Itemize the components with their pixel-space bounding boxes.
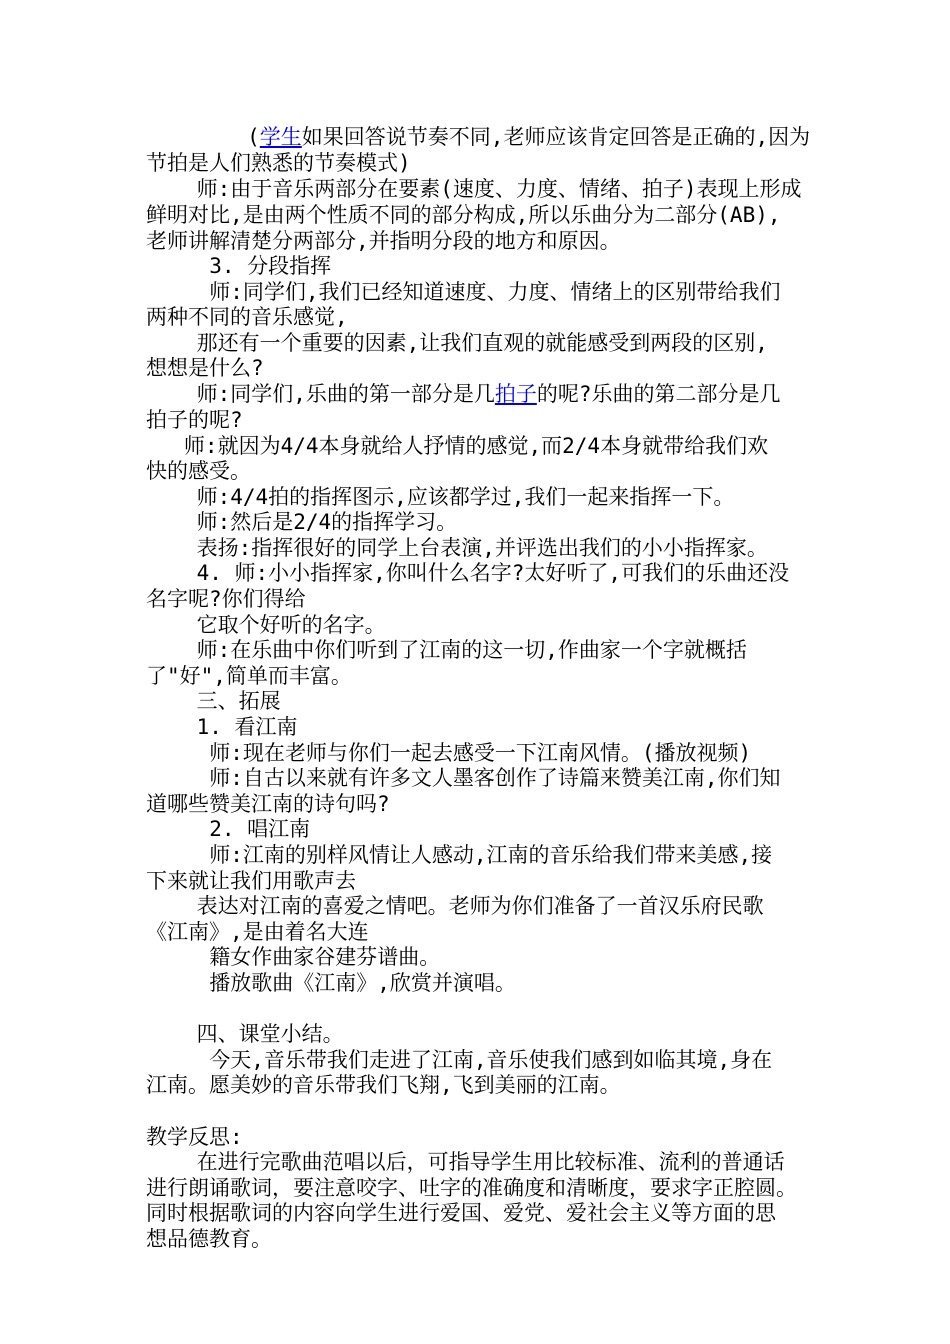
text-line: 今天,音乐带我们走进了江南,音乐使我们感到如临其境,身在 <box>146 1048 773 1072</box>
text-line: 师:就因为4/4本身就给人抒情的感觉,而2/4本身就带给我们欢 <box>146 434 769 458</box>
text-line: 师:4/4拍的指挥图示,应该都学过,我们一起来指挥一下。 <box>146 485 735 509</box>
text-line: 名字呢?你们得给 <box>146 587 306 611</box>
text-line: 它取个好听的名字。 <box>146 613 386 637</box>
text-line: 想品德教育。 <box>146 1227 272 1251</box>
text-segment: 师:同学们,乐曲的第一部分是几 <box>146 382 495 406</box>
section-heading: 2. 唱江南 <box>146 817 311 841</box>
text-line: 籍女作曲家谷建芬谱曲。 <box>146 945 441 969</box>
text-line: 节拍是人们熟悉的节奏模式) <box>146 151 411 175</box>
text-line: 师:然后是2/4的指挥学习。 <box>146 510 458 534</box>
section-heading: 四、课堂小结。 <box>146 1022 344 1046</box>
text-line: 快的感受。 <box>146 459 251 483</box>
text-line: 了"好",简单而丰富。 <box>146 664 352 688</box>
text-line: 表扬:指挥很好的同学上台表演,并评选出我们的小小指挥家。 <box>146 536 768 560</box>
text-line: 两种不同的音乐感觉, <box>146 305 348 329</box>
text-line: 在进行完歌曲范唱以后，可指导学生用比较标准、流利的普通话 <box>146 1150 785 1174</box>
text-line: 师:在乐曲中你们听到了江南的这一切,作曲家一个字就概括 <box>146 638 747 662</box>
text-line <box>146 124 810 150</box>
link-student[interactable]: 学生 <box>259 125 302 149</box>
text-line: 鲜明对比,是由两个性质不同的部分构成,所以乐曲分为二部分(AB), <box>146 203 781 227</box>
text-line <box>146 381 781 407</box>
text-line: 师:同学们,我们已经知道速度、力度、情绪上的区别带给我们 <box>146 280 781 304</box>
text-line: 师:由于音乐两部分在要素(速度、力度、情绪、拍子)表现上形成 <box>146 177 802 201</box>
text-line: 进行朗诵歌词，要注意咬字、吐字的准确度和清晰度，要求字正腔圆。 <box>146 1176 797 1200</box>
link-beat[interactable]: 拍子 <box>494 382 537 406</box>
text-segment: 的呢?乐曲的第二部分是几 <box>536 382 781 406</box>
section-heading: 3. 分段指挥 <box>146 254 332 278</box>
text-line: 表达对江南的喜爱之情吧。老师为你们准备了一首汉乐府民歌 <box>146 894 764 918</box>
text-line: 道哪些赞美江南的诗句吗? <box>146 792 390 816</box>
text-line: 同时根据歌词的内容向学生进行爱国、爱党、爱社会主义等方面的思 <box>146 1201 776 1225</box>
text-line: 师:自古以来就有许多文人墨客创作了诗篇来赞美江南,你们知 <box>146 766 781 790</box>
section-heading: 三、拓展 <box>146 689 281 713</box>
text-segment: 如果回答说节奏不同,老师应该肯定回答是正确的,因为 <box>301 125 811 149</box>
section-heading: 1. 看江南 <box>146 715 298 739</box>
text-line: 下来就让我们用歌声去 <box>146 869 356 893</box>
text-line: 江南。愿美妙的音乐带我们飞翔,飞到美丽的江南。 <box>146 1073 621 1097</box>
text-line: 4. 师:小小指挥家,你叫什么名字?太好听了,可我们的乐曲还没 <box>146 561 790 585</box>
text-line: 师:江南的别样风情让人感动,江南的音乐给我们带来美感,接 <box>146 843 773 867</box>
text-segment: ( <box>146 125 260 149</box>
text-line: 播放歌曲《江南》,欣赏并演唱。 <box>146 971 516 995</box>
text-line: 老师讲解清楚分两部分,并指明分段的地方和原因。 <box>146 229 621 253</box>
section-heading: 教学反思: <box>146 1125 243 1149</box>
text-line: 《江南》,是由着名大连 <box>146 920 369 944</box>
text-line: 拍子的呢? <box>146 408 243 432</box>
text-line: 那还有一个重要的因素,让我们直观的就能感受到两段的区别, <box>146 331 768 355</box>
text-line: 师:现在老师与你们一起去感受一下江南风情。(播放视频) <box>146 741 752 765</box>
text-line: 想想是什么? <box>146 356 264 380</box>
